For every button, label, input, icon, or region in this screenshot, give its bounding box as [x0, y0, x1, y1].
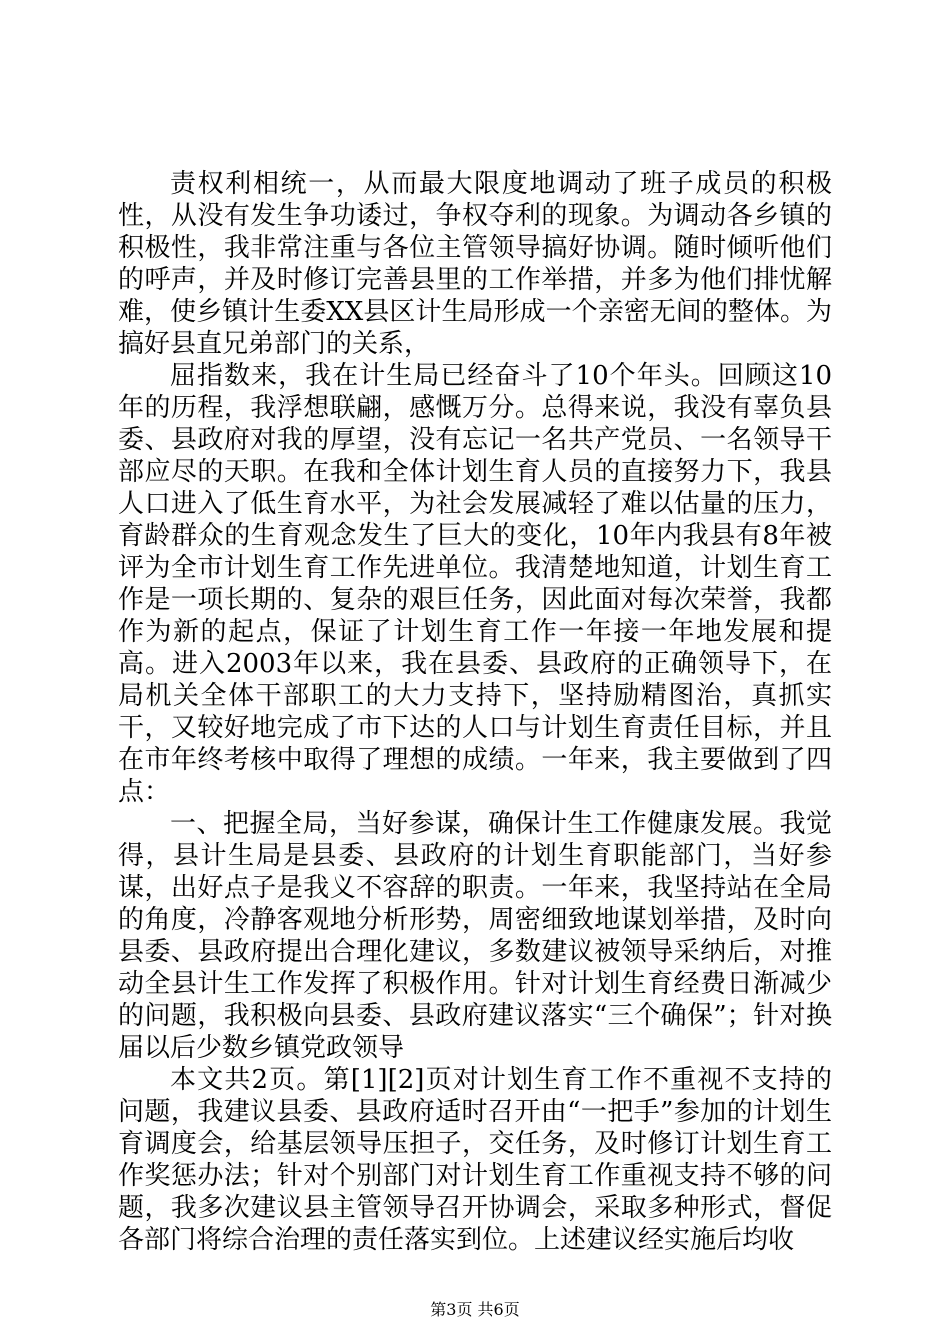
paragraph-3: 一、把握全局，当好参谋，确保计生工作健康发展。我觉得，县计生局是县委、县政府的计划生育职能部门，当好参谋，出好点子是我义不容辞的职责。一年来，我坚持站在全局的角度，冷静客观地分析形势，周密细致地谋划举措，及时向县委、县政府提出合理化建议，多数建议被领导采纳后，对推动全县计生工作发挥了积极作用。针对计划生育经费日渐减少的问题，我积极向县委、县政府建议落实“三个确保”；针对换届以后少数乡镇党政领导	[118, 809, 832, 1063]
paragraph-4: 本文共2页。第[1][2]页对计划生育工作不重视不支持的问题，我建议县委、县政府适时召开由“一把手”参加的计划生育调度会，给基层领导压担子，交任务，及时修订计划生育工作奖惩办法；针对个别部门对计划生育工作重视支持不够的问题，我多次建议县主管领导召开协调会，采取多种形式，督促各部门将综合治理的责任落实到位。上述建议经实施后均收	[118, 1065, 832, 1255]
paragraph-1: 责权利相统一，从而最大限度地调动了班子成员的积极性，从没有发生争功诿过，争权夺利的现象。为调动各乡镇的积极性，我非常注重与各位主管领导搞好协调。随时倾听他们的呼声，并及时修订完善县里的工作举措，并多为他们排忧解难，使乡镇计生委XX县区计生局形成一个亲密无间的整体。为搞好县直兄弟部门的关系，	[118, 169, 832, 359]
page-footer	[0, 1300, 950, 1320]
page-number-label: 第3页 共6页	[430, 1300, 520, 1319]
paragraph-2: 屈指数来，我在计生局已经奋斗了10个年头。回顾这10年的历程，我浮想联翩，感慨万分。总得来说，我没有辜负县委、县政府对我的厚望，没有忘记一名共产党员、一名领导干部应尽的天职。在我和全体计划生育人员的直接努力下，我县人口进入了低生育水平，为社会发展减轻了难以估量的压力，育龄群众的生育观念发生了巨大的变化，10年内我县有8年被评为全市计划生育工作先进单位。我清楚地知道，计划生育工作是一项长期的、复杂的艰巨任务，因此面对每次荣誉，我都作为新的起点，保证了计划生育工作一年接一年地发展和提高。进入2003年以来，我在县委、县政府的正确领导下，在局机关全体干部职工的大力支持下，坚持励精图治，真抓实干，又较好地完成了市下达的人口与计划生育责任目标，并且在市年终考核中取得了理想的成绩。一年来，我主要做到了四点：	[118, 361, 832, 807]
document-body	[118, 168, 832, 1256]
